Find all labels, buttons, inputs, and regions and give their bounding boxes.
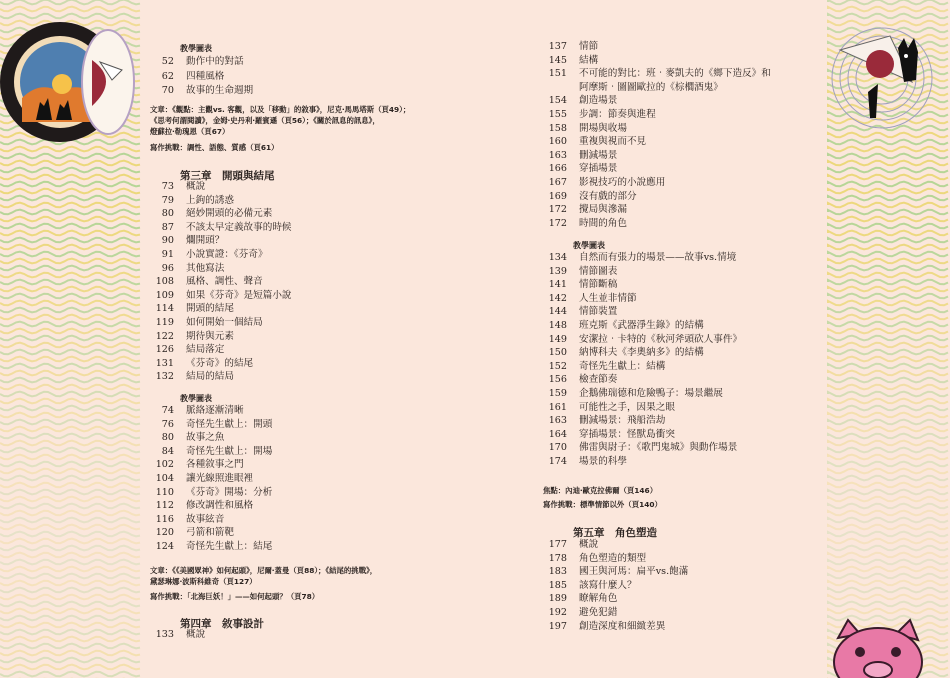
page-number: 156 [548,374,567,386]
entry-title: 穿插場景：怪獸島衝突 [579,428,675,440]
entry-title: 自然而有張力的場景——故事vs.情境 [579,252,737,263]
entry-title: 安潔拉‧卡特的《秋河斧頭砍人事件》 [579,333,743,345]
page-number: 169 [548,190,567,202]
entry-title: 步調：節奏與進程 [579,109,656,120]
entry-title: 刪減場景 [579,149,618,161]
page-number: 197 [548,620,567,632]
entry-title: 情節斷稿 [579,279,618,291]
page-number: 73 [161,181,174,192]
entry-title: 刪減場景：飛船浩劫 [579,415,666,427]
entry-title: 《芬奇》開場：分析 [186,486,273,498]
page-number: 80 [161,432,174,444]
entry-title: 角色塑造的類型 [579,552,647,564]
page-number: 137 [548,41,567,52]
page-number: 142 [548,292,567,304]
entry-title: 風格、調性、聲音 [186,276,263,288]
entry-title: 避免犯錯 [579,607,618,618]
entry-title: 阿摩斯‧圖圖歐拉的《棕櫚酒鬼》 [579,81,723,93]
page-number: 150 [548,347,567,359]
entry-title: 奇怪先生獻上：開場 [186,445,273,457]
page-number: 167 [548,177,567,188]
page-number: 144 [548,306,567,318]
entry-title: 概說 [186,629,206,640]
article-note-line: 《思考何謂閱讀》，金姆‧史丹利‧羅賓遜（頁56）；《關於訊息的訊息》， [150,116,380,125]
page-number: 145 [548,54,567,66]
page-number: 126 [155,344,174,356]
entry-title: 期待與元素 [186,330,234,342]
entry-title: 故事絃音 [186,513,225,525]
page-number: 52 [161,56,174,67]
page-number: 133 [155,629,174,640]
entry-title: 如何開始一個結局 [186,317,263,328]
entry-title: 開頭的結尾 [186,303,234,315]
page-number: 96 [161,262,174,274]
entry-title: 讓光線照進眼裡 [186,473,254,484]
cats-sunset-illustration [0,10,140,150]
section-heading: 教學圖表 [180,44,212,53]
cat-spiral-illustration [820,22,945,137]
focus-note: 焦點：內迪‧歐克拉佛爾（頁146） [543,486,658,495]
entry-title: 奇怪先生獻上：結尾 [186,541,273,552]
page-number: 189 [548,593,567,605]
entry-title: 脈絡逐漸清晰 [186,405,244,416]
page-number: 80 [161,208,174,220]
page-number: 124 [155,541,174,552]
page-number: 149 [548,333,567,345]
section-heading: 教學圖表 [573,241,605,250]
page-number: 134 [548,252,567,263]
page-number: 122 [155,330,174,342]
page-number: 84 [161,445,174,457]
entry-title: 修改調性和風格 [186,500,254,512]
entry-title: 各種敘事之門 [186,459,244,471]
entry-title: 納博科夫《李奧納多》的結構 [579,347,704,359]
entry-title: 情節 [579,41,599,52]
entry-title: 故事的生命週期 [186,85,254,96]
page-number: 164 [548,428,567,440]
entry-title: 佛雷與尉子：《歌門鬼城》與動作場景 [579,442,738,454]
page-number: 170 [548,442,567,454]
entry-title: 人生並非情節 [579,292,637,304]
page-number: 108 [155,276,174,288]
entry-title: 沒有戲的部分 [579,190,637,202]
pig-face-illustration [830,618,925,678]
page-number: 151 [548,68,567,80]
page-number: 91 [161,249,174,260]
page-number: 139 [548,265,567,277]
page-number: 166 [548,163,567,175]
page-number: 185 [548,579,567,591]
article-note-line: 黛瑟琳娜‧波斯科維奇（頁127） [150,576,257,586]
page-number: 116 [155,513,174,525]
entry-title: 不可能的對比：班‧麥凱夫的《鄉下造反》和 [579,68,771,80]
left-toc-column [150,0,430,678]
page-number: 62 [161,70,174,82]
entry-title: 故事之魚 [186,432,225,444]
page-number: 76 [161,418,174,430]
page-number: 160 [548,136,567,148]
article-note-line: 文章：《觀點：主觀vs. 客觀，以及「移動」的敘事》，尼克‧馬馬塔斯（頁49）； [150,105,411,114]
chapter-title: 第三章 開頭與結尾 [180,170,275,182]
entry-title: 《芬奇》的結尾 [186,357,254,369]
entry-title: 絕妙開頭的必備元素 [186,208,273,220]
page-number: 132 [155,371,174,383]
entry-title: 爛開頭？ [186,235,225,247]
page-number: 163 [548,415,567,427]
page-number: 90 [161,235,174,247]
entry-title: 場景的科學 [579,456,627,467]
page-number: 154 [548,95,567,107]
page-number: 131 [155,357,174,369]
section-heading: 教學圖表 [180,394,212,403]
page-number: 119 [155,317,174,328]
page-number: 177 [548,539,567,550]
page-number: 102 [155,459,174,471]
page-number: 104 [155,473,174,484]
page-number: 161 [548,401,567,413]
entry-title: 奇怪先生獻上：開頭 [186,418,273,430]
entry-title: 創造場景 [579,95,618,107]
entry-title: 奇怪先生獻上：結構 [579,360,666,372]
page-number: 112 [155,500,174,512]
entry-title: 情節裝置 [579,306,618,318]
chapter-title: 第五章 角色塑造 [573,527,657,539]
entry-title: 時間的角色 [579,217,627,229]
entry-title: 結局落定 [186,344,225,356]
entry-title: 結構 [579,54,599,66]
page-number: 192 [548,607,567,618]
page-number: 87 [161,221,174,233]
entry-title: 穿插場景 [579,163,618,175]
entry-title: 開場與收場 [579,122,627,134]
entry-title: 創造深度和細緻差異 [579,620,666,632]
page-number: 174 [548,456,567,467]
entry-title: 結局的結局 [186,371,234,383]
article-note-line: 燈蘇拉‧勒瑰恩（頁67） [150,127,230,136]
entry-title: 弓箭和箭靶 [186,527,234,539]
page-number: 74 [161,405,174,416]
page-number: 152 [548,360,567,372]
right-toc-column [543,0,823,678]
page-number: 114 [155,303,174,315]
page-number: 141 [548,279,567,291]
entry-title: 檢查節奏 [579,374,618,386]
page-number: 183 [548,566,567,578]
entry-title: 不該太早定義故事的時候 [186,221,292,233]
page-number: 120 [155,527,174,539]
entry-title: 動作中的對話 [186,56,244,67]
entry-title: 瞭解角色 [579,593,618,605]
page-number: 172 [548,217,567,229]
entry-title: 概說 [579,539,599,550]
page-number: 155 [548,109,567,120]
entry-title: 上鉤的誘惑 [186,194,234,206]
entry-title: 概說 [186,181,206,192]
entry-title: 影視技巧的小說應用 [579,177,666,188]
entry-title: 攪局與滲漏 [579,204,627,216]
page-number: 148 [548,320,567,331]
entry-title: 小說實證：《芬奇》 [186,249,268,260]
entry-title: 企鵝佛瑞德和危險鴨子：場景繼展 [579,388,723,399]
page-number: 158 [548,122,567,134]
entry-title: 班克斯《武器淨生錄》的結構 [579,320,704,331]
page-number: 70 [161,85,174,96]
page-number: 159 [548,388,567,399]
article-note-line: 文章：《《美國眾神》如何起頭》，尼爾‧蓋曼（頁88）；《結尾的挑戰》， [150,566,378,575]
entry-title: 可能性之手，因果之眼 [579,401,675,413]
page-number: 109 [155,289,174,301]
entry-title: 國王與河馬：扁平vs.飽滿 [579,566,689,578]
chapter-title: 第四章 敘事設計 [180,618,264,630]
page-number: 110 [155,486,174,498]
entry-title: 四種風格 [186,70,225,82]
entry-title: 情節圖表 [579,265,618,277]
entry-title: 其他寫法 [186,262,225,274]
writing-challenge-note: 寫作挑戰：「北海巨妖！」——如何起頭？（頁78） [150,592,320,601]
entry-title: 重複與視而不見 [579,136,647,148]
page-number: 178 [548,552,567,564]
page-number: 79 [161,194,174,206]
entry-title: 如果《芬奇》是短篇小說 [186,289,292,301]
page-number: 163 [548,149,567,161]
writing-challenge-note: 寫作挑戰：標準情節以外（頁140） [543,500,662,509]
writing-challenge-note: 寫作挑戰：調性、語態、質感（頁61） [150,143,279,152]
page-number: 172 [548,204,567,216]
entry-title: 該寫什麼人？ [579,579,637,591]
